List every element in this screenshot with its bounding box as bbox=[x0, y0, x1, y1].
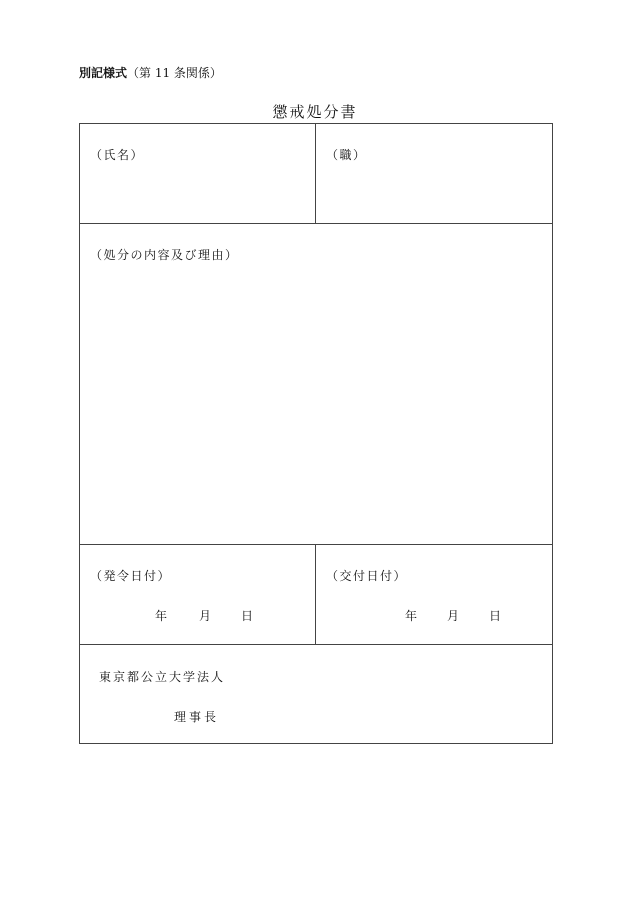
delivery-month-unit: 月 bbox=[447, 609, 460, 623]
issuer-title: 理事長 bbox=[174, 710, 220, 724]
issuer-row bbox=[80, 645, 552, 743]
delivery-date-label: （交付日付） bbox=[326, 569, 408, 583]
position-label: （職） bbox=[326, 148, 367, 162]
delivery-date-line bbox=[405, 607, 501, 624]
issuer-organization: 東京都公立大学法人 bbox=[99, 670, 226, 684]
issue-date-cell bbox=[80, 545, 316, 644]
position-cell bbox=[316, 124, 552, 223]
delivery-year-unit: 年 bbox=[405, 609, 418, 623]
details-cell bbox=[80, 224, 552, 544]
issue-year-unit: 年 bbox=[155, 609, 168, 623]
issue-month-unit: 月 bbox=[199, 609, 212, 623]
issue-date-label: （発令日付） bbox=[90, 569, 172, 583]
details-row bbox=[80, 224, 552, 545]
article-reference: （第 11 条関係） bbox=[127, 66, 222, 80]
delivery-date-cell bbox=[316, 545, 552, 644]
disciplinary-form bbox=[79, 123, 553, 744]
details-label: （処分の内容及び理由） bbox=[90, 248, 239, 262]
form-label: 別記様式 bbox=[79, 66, 128, 80]
form-header bbox=[79, 66, 222, 80]
name-position-row bbox=[80, 124, 552, 224]
name-cell bbox=[80, 124, 316, 223]
document-title: 懲戒処分書 bbox=[272, 103, 358, 121]
issuer-cell bbox=[80, 645, 552, 743]
dates-row bbox=[80, 545, 552, 645]
delivery-day-unit: 日 bbox=[489, 609, 502, 623]
issue-date-line bbox=[155, 607, 253, 624]
name-label: （氏名） bbox=[90, 148, 145, 162]
issue-day-unit: 日 bbox=[241, 609, 254, 623]
